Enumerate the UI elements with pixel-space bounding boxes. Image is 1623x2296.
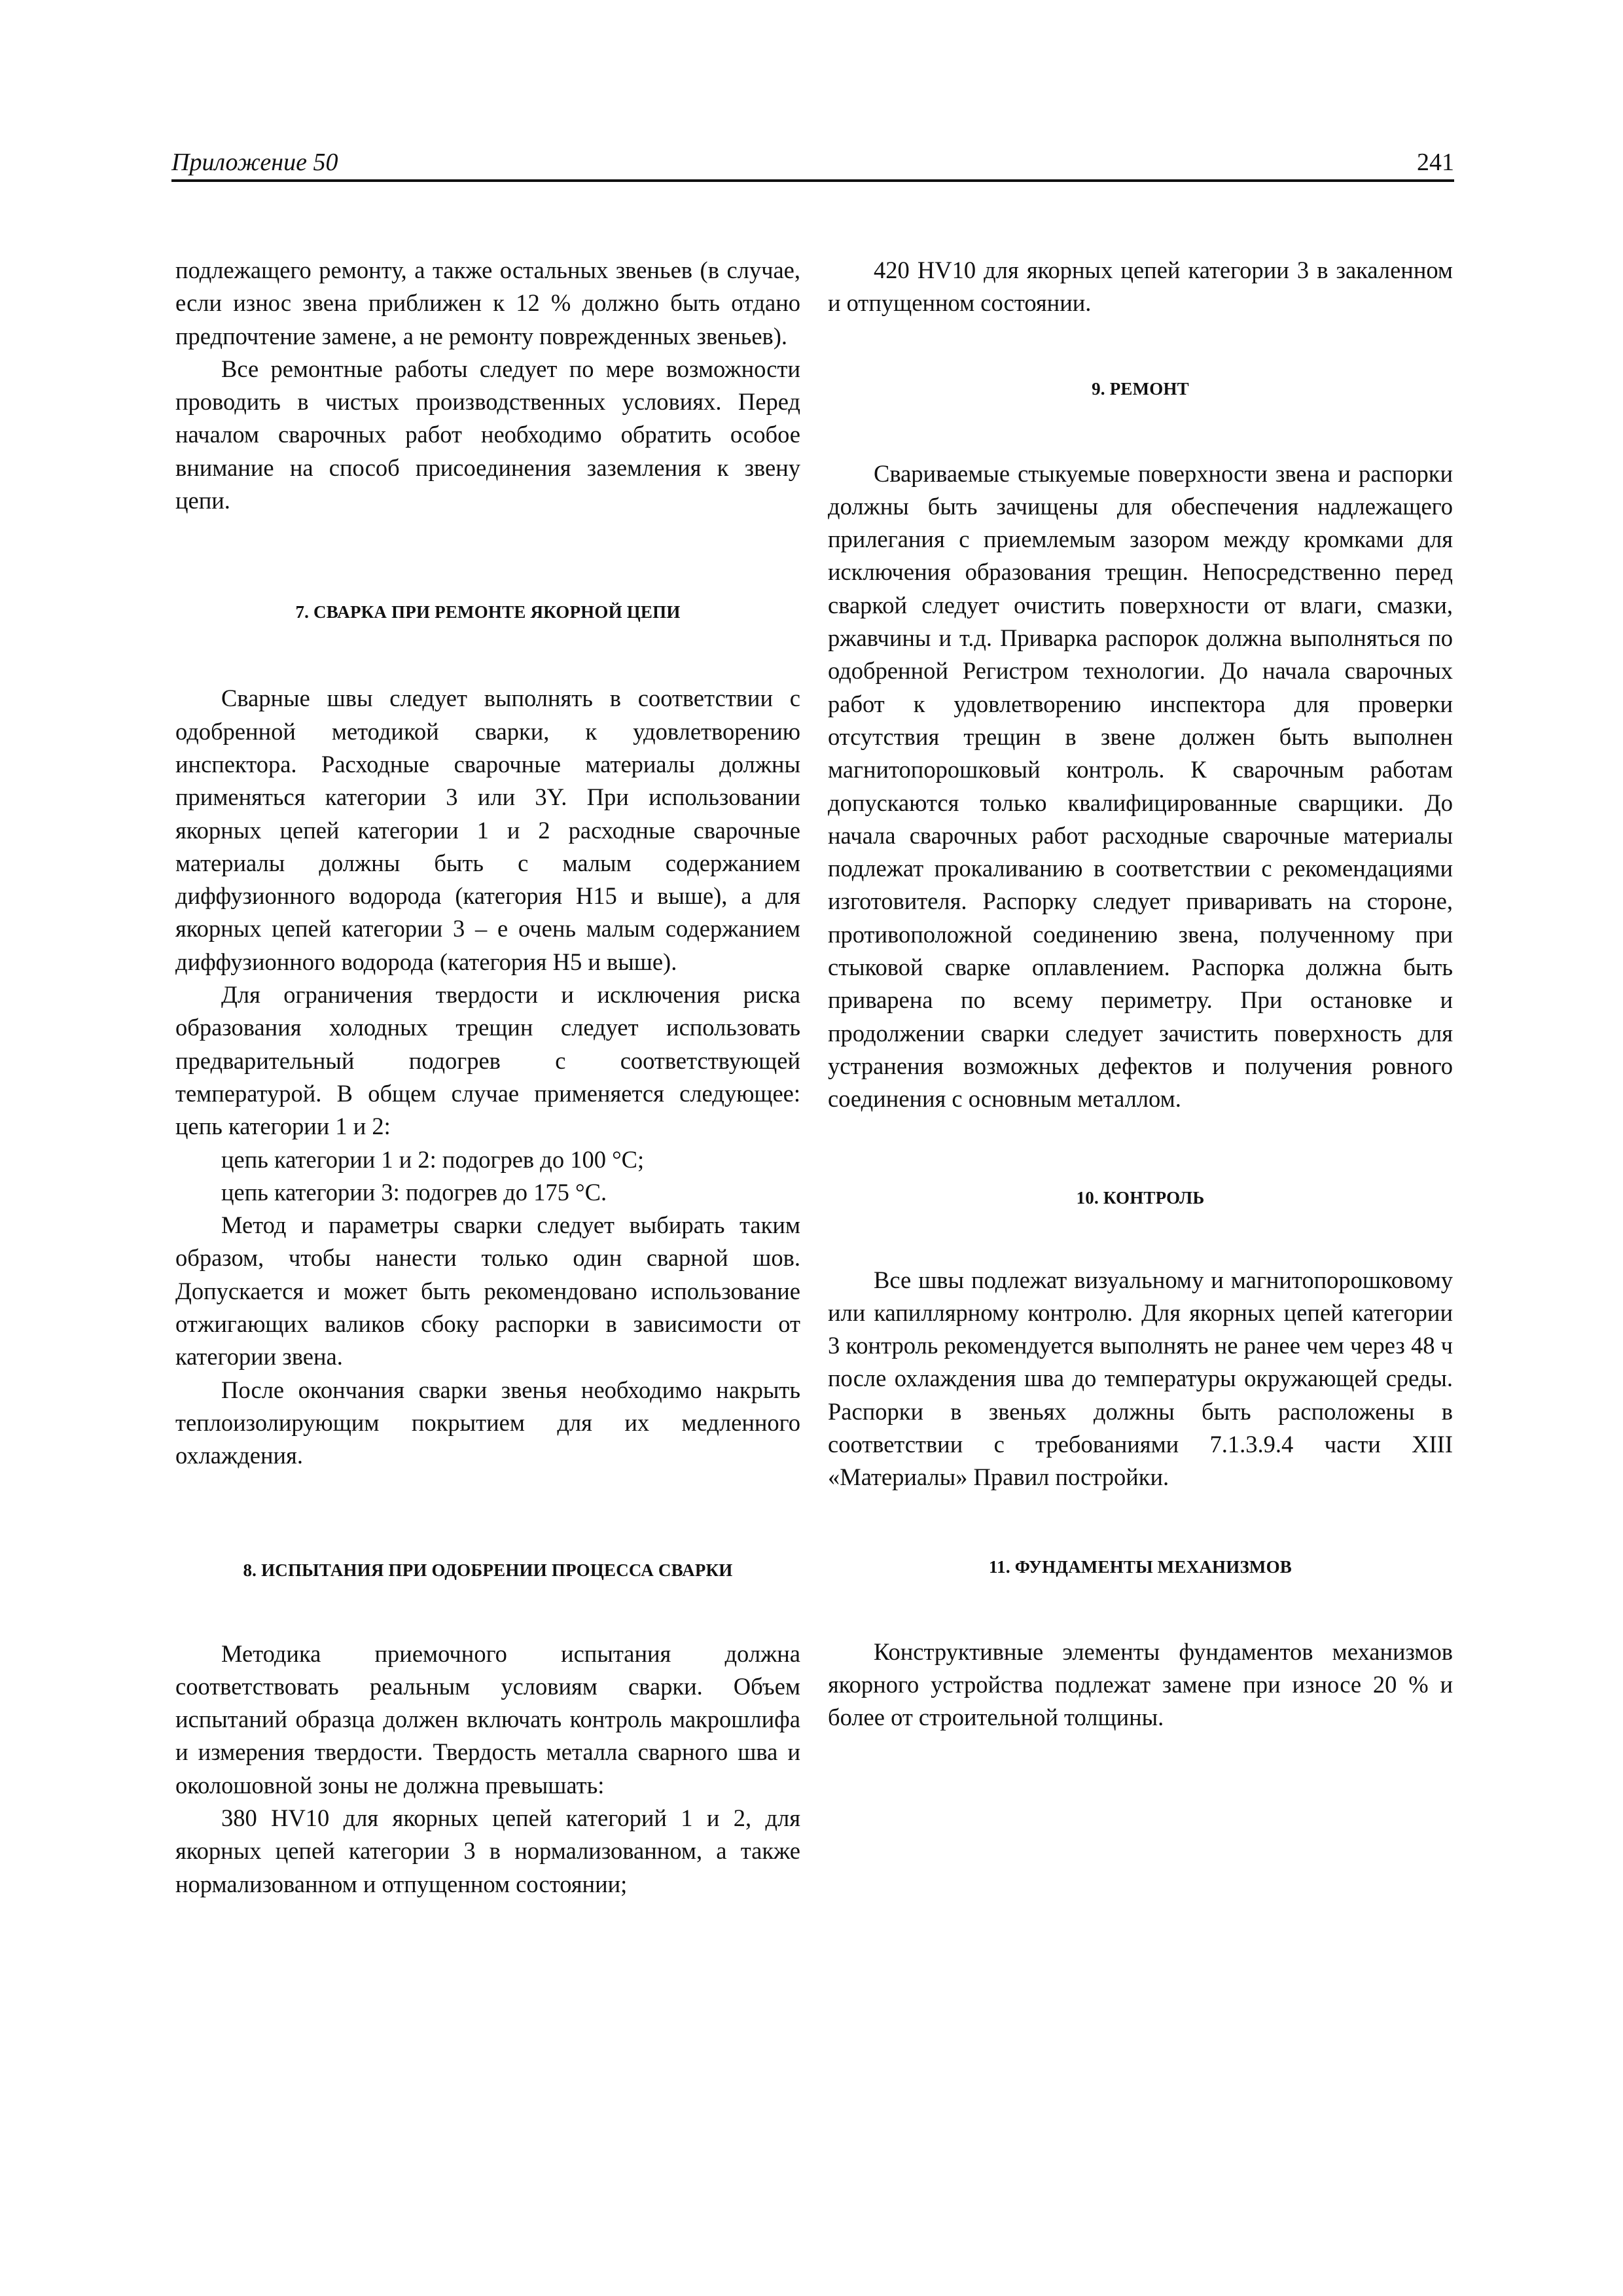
left-column [175,254,800,1901]
paragraph: Все ремонтные работы следует по мере возможности проводить в чистых производственных условиях. Перед началом сварочных работ необходимо обратить особое внимание на способ присоединения заземления к звену цепи. [175,355,800,514]
running-header [171,139,1454,182]
paragraph: подлежащего ремонту, а также остальных звеньев (в случае, если износ звена приближен к 12 % должно быть отдано предпочтение замене, а не ремонту поврежденных звеньев). [175,257,800,350]
paragraph: Все швы подлежат визуальному и магнитопорошковому или капиллярному контролю. Для якорных цепей категории 3 контроль рекомендуется выполнять не ранее чем через 48 ч после охлаждения шва до температуры окружающей среды. Распорки в звеньях должны быть расположены в соответствии с требованиями 7.1.3.9.4 части XIII «Материалы» Правил постройки. [828,1266,1453,1491]
section-10-title: 10. КОНТРОЛЬ [1076,1187,1205,1208]
section-8-title: 8. ИСПЫТАНИЯ ПРИ ОДОБРЕНИИ ПРОЦЕССА СВАРКИ [243,1560,733,1580]
header-title: Приложение 50 [171,149,338,176]
paragraph: После окончания сварки звенья необходимо накрыть теплоизолирующим покрытием для их медленного охлаждения. [175,1376,800,1469]
page-number: 241 [1417,149,1454,176]
paragraph: Методика приемочного испытания должна соответствовать реальным условиям сварки. Объем испытаний образца должен включать контроль макрошлифа и измерения твердости. Твердость металла сварного шва и околошовной зоны не должна превышать: [175,1640,800,1799]
paragraph: цепь категории 3: подогрев до 175 °C. [221,1178,607,1206]
paragraph: Сварные швы следует выполнять в соответствии с одобренной методикой сварки, к удовлетворению инспектора. Расходные сварочные материалы должны применяться категории 3 или 3Y. При использовании якорных цепей категории 1 и 2 расходные сварочные материалы должны быть с малым содержанием диффузионного водорода (категория H15 и выше), а для якорных цепей категории 3 – е очень малым содержанием диффузионного водорода (категория H5 и выше). [175,685,800,975]
paragraph: Конструктивные элементы фундаментов механизмов якорного устройства подлежат замене при износе 20 % и более от строительной толщины. [828,1638,1453,1731]
paragraph: 420 HV10 для якорных цепей категории 3 в закаленном и отпущенном состоянии. [828,257,1453,317]
paragraph: 380 HV10 для якорных цепей категорий 1 и 2, для якорных цепей категории 3 в нормализованном, а также нормализованном и отпущенном состоянии; [175,1804,800,1897]
paragraph: цепь категории 1 и 2: подогрев до 100 °C; [221,1145,645,1173]
section-9-title: 9. РЕМОНТ [1092,378,1189,399]
paragraph: Метод и параметры сварки следует выбирать таким образом, чтобы нанести только один сварной шов. Допускается и может быть рекомендовано использование отжигающих валиков сбоку распорки в зависимости от категории звена. [175,1211,800,1371]
section-7-title: 7. СВАРКА ПРИ РЕМОНТЕ ЯКОРНОЙ ЦЕПИ [295,602,681,622]
section-11-title: 11. ФУНДАМЕНТЫ МЕХАНИЗМОВ [988,1556,1293,1577]
paragraph: Свариваемые стыкуемые поверхности звена и распорки должны быть зачищены для обеспечения надлежащего прилегания с приемлемым зазором между кромками для исключения образования трещин. Непосредственно перед сваркой следует очистить поверхности от влаги, смазки, ржавчины и т.д. Приварка распорок должна выполняться по одобренной Регистром технологии. До начала сварочных работ к удовлетворению инспектора для проверки отсутствия трещин в звене должен быть выполнен магнитопорошковый контроль. К сварочным работам допускаются только квалифицированные сварщики. До начала сварочных работ расходные сварочные материалы подлежат прокаливанию в соответствии с рекомендациями изготовителя. Распорку следует приваривать на стороне, противоположной соединению звена, полученному при стыковой сварке оплавлением. Распорка должна быть приварена по всему периметру. При остановке и продолжении сварки следует зачистить поверхность для устранения возможных дефектов и получения ровного соединения с основным металлом. [828,459,1453,1113]
paragraph: Для ограничения твердости и исключения риска образования холодных трещин следует использовать предварительный подогрев с соответствующей температурой. В общем случае применяется следующее: цепь категории 1 и 2: [175,981,800,1140]
right-column [828,254,1453,1734]
